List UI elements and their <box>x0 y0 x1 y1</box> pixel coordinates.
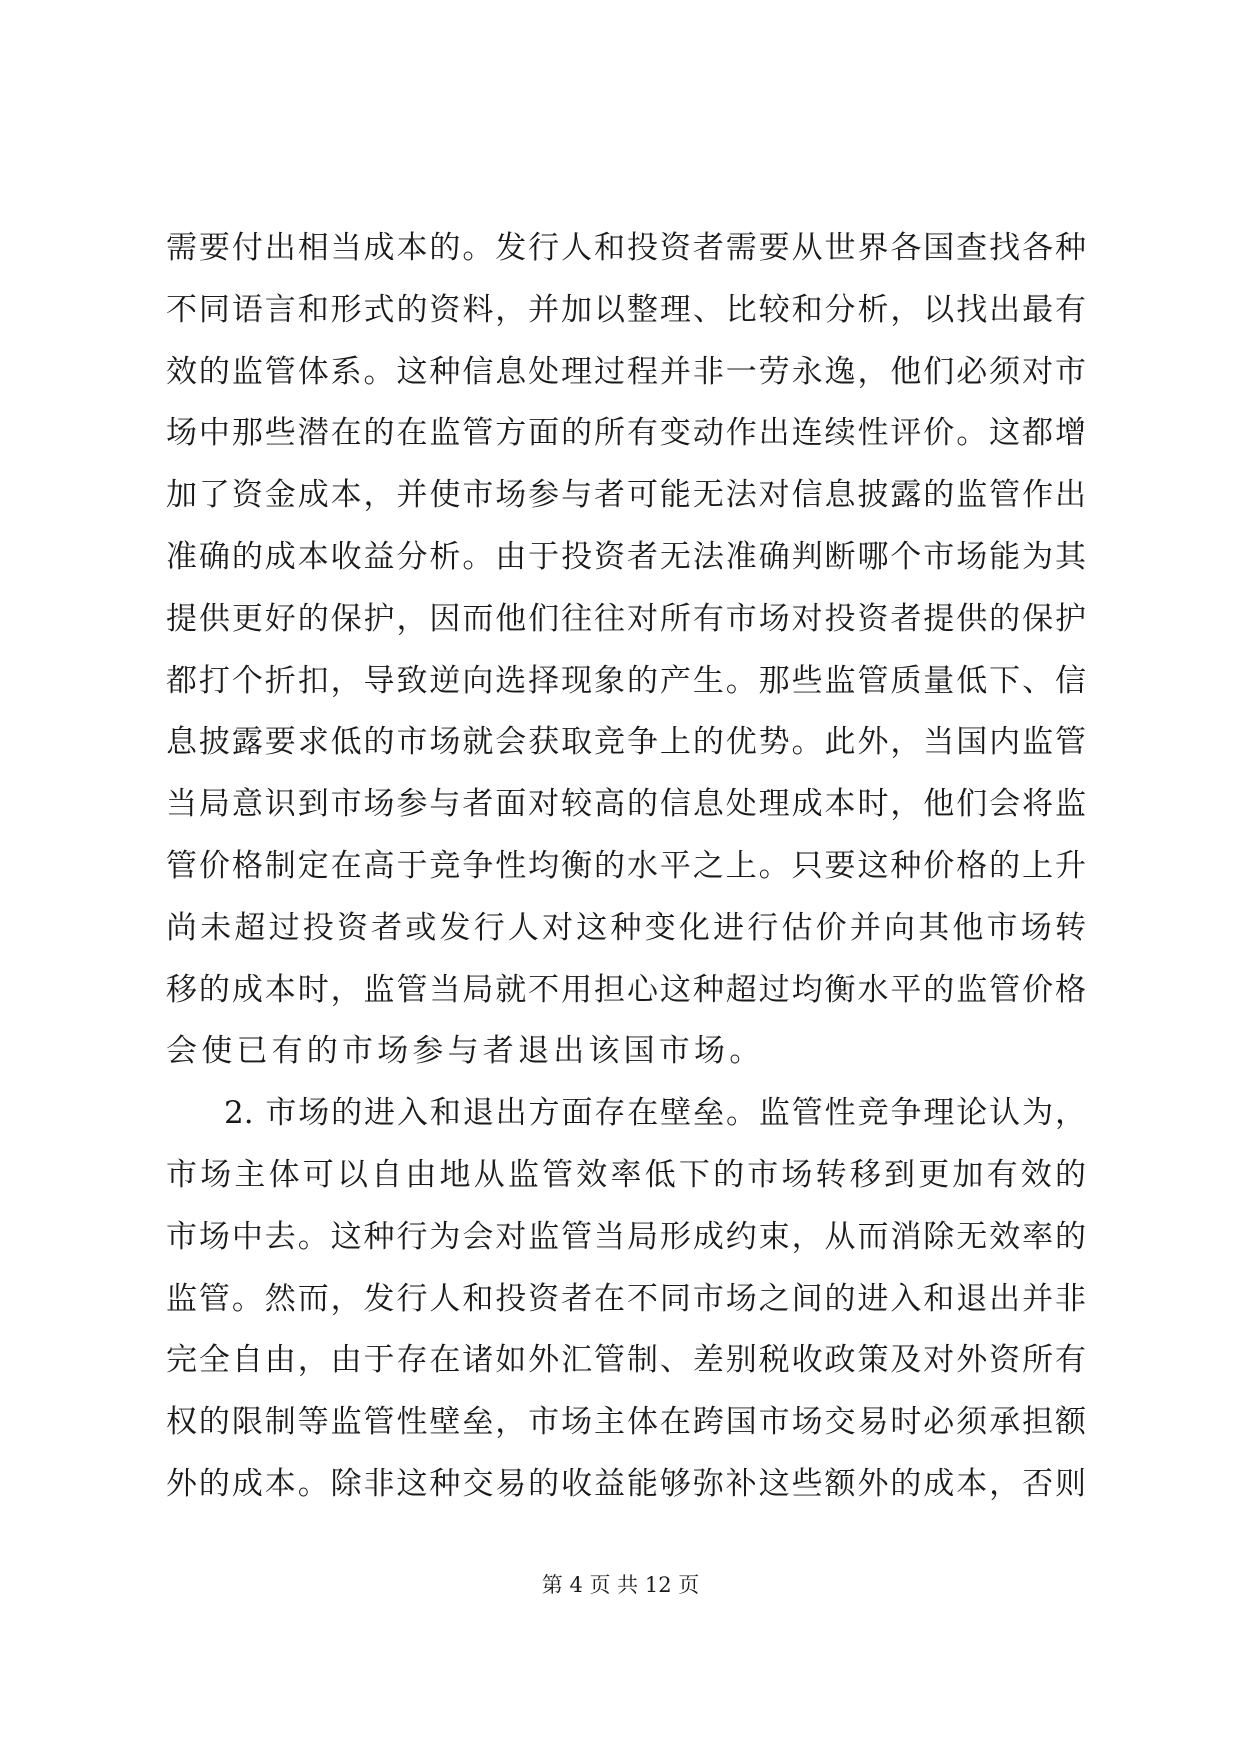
text-line-4: 场中那些潜在的在监管方面的所有变动作出连续性评价。这都增 <box>166 415 1086 452</box>
text-line-19: 完全自由，由于存在诸如外汇管制、差别税收政策及对外资所有 <box>166 1342 1086 1379</box>
text-line-6: 准确的成本收益分析。由于投资者无法准确判断哪个市场能为其 <box>166 538 1086 575</box>
text-line-15: 2. 市场的进入和退出方面存在壁垒。监管性竞争理论认为， <box>224 1095 1086 1132</box>
text-line-18: 监管。然而，发行人和投资者在不同市场之间的进入和退出并非 <box>166 1280 1086 1317</box>
text-line-12: 尚未超过投资者或发行人对这种变化进行估价并向其他市场转 <box>166 909 1086 946</box>
text-line-21: 外的成本。除非这种交易的收益能够弥补这些额外的成本，否则 <box>166 1465 1086 1502</box>
text-line-8: 都打个折扣，导致逆向选择现象的产生。那些监管质量低下、信 <box>166 662 1086 699</box>
text-line-1: 需要付出相当成本的。发行人和投资者需要从世界各国查找各种 <box>166 230 1086 266</box>
text-line-7: 提供更好的保护，因而他们往往对所有市场对投资者提供的保护 <box>166 600 1086 637</box>
text-line-14: 会使已有的市场参与者退出该国市场。 <box>166 1033 765 1070</box>
text-line-20: 权的限制等监管性壁垒，市场主体在跨国市场交易时必须承担额 <box>166 1404 1086 1441</box>
text-line-11: 管价格制定在高于竞争性均衡的水平之上。只要这种价格的上升 <box>166 847 1086 884</box>
body-text <box>166 228 1086 1526</box>
text-line-9: 息披露要求低的市场就会获取竞争上的优势。此外，当国内监管 <box>166 724 1086 761</box>
text-line-10: 当局意识到市场参与者面对较高的信息处理成本时，他们会将监 <box>166 786 1086 823</box>
text-line-2: 不同语言和形式的资料，并加以整理、比较和分析，以找出最有 <box>166 291 1086 328</box>
text-line-5: 加了资金成本，并使市场参与者可能无法对信息披露的监管作出 <box>166 477 1086 514</box>
text-line-17: 市场中去。这种行为会对监管当局形成约束，从而消除无效率的 <box>166 1218 1086 1255</box>
text-line-13: 移的成本时，监管当局就不用担心这种超过均衡水平的监管价格 <box>166 971 1086 1008</box>
page-number-footer: 第 4 页 共 12 页 <box>541 1573 700 1597</box>
text-line-3: 效的监管体系。这种信息处理过程并非一劳永逸，他们必须对市 <box>166 353 1086 390</box>
text-line-16: 市场主体可以自由地从监管效率低下的市场转移到更加有效的 <box>166 1156 1086 1193</box>
